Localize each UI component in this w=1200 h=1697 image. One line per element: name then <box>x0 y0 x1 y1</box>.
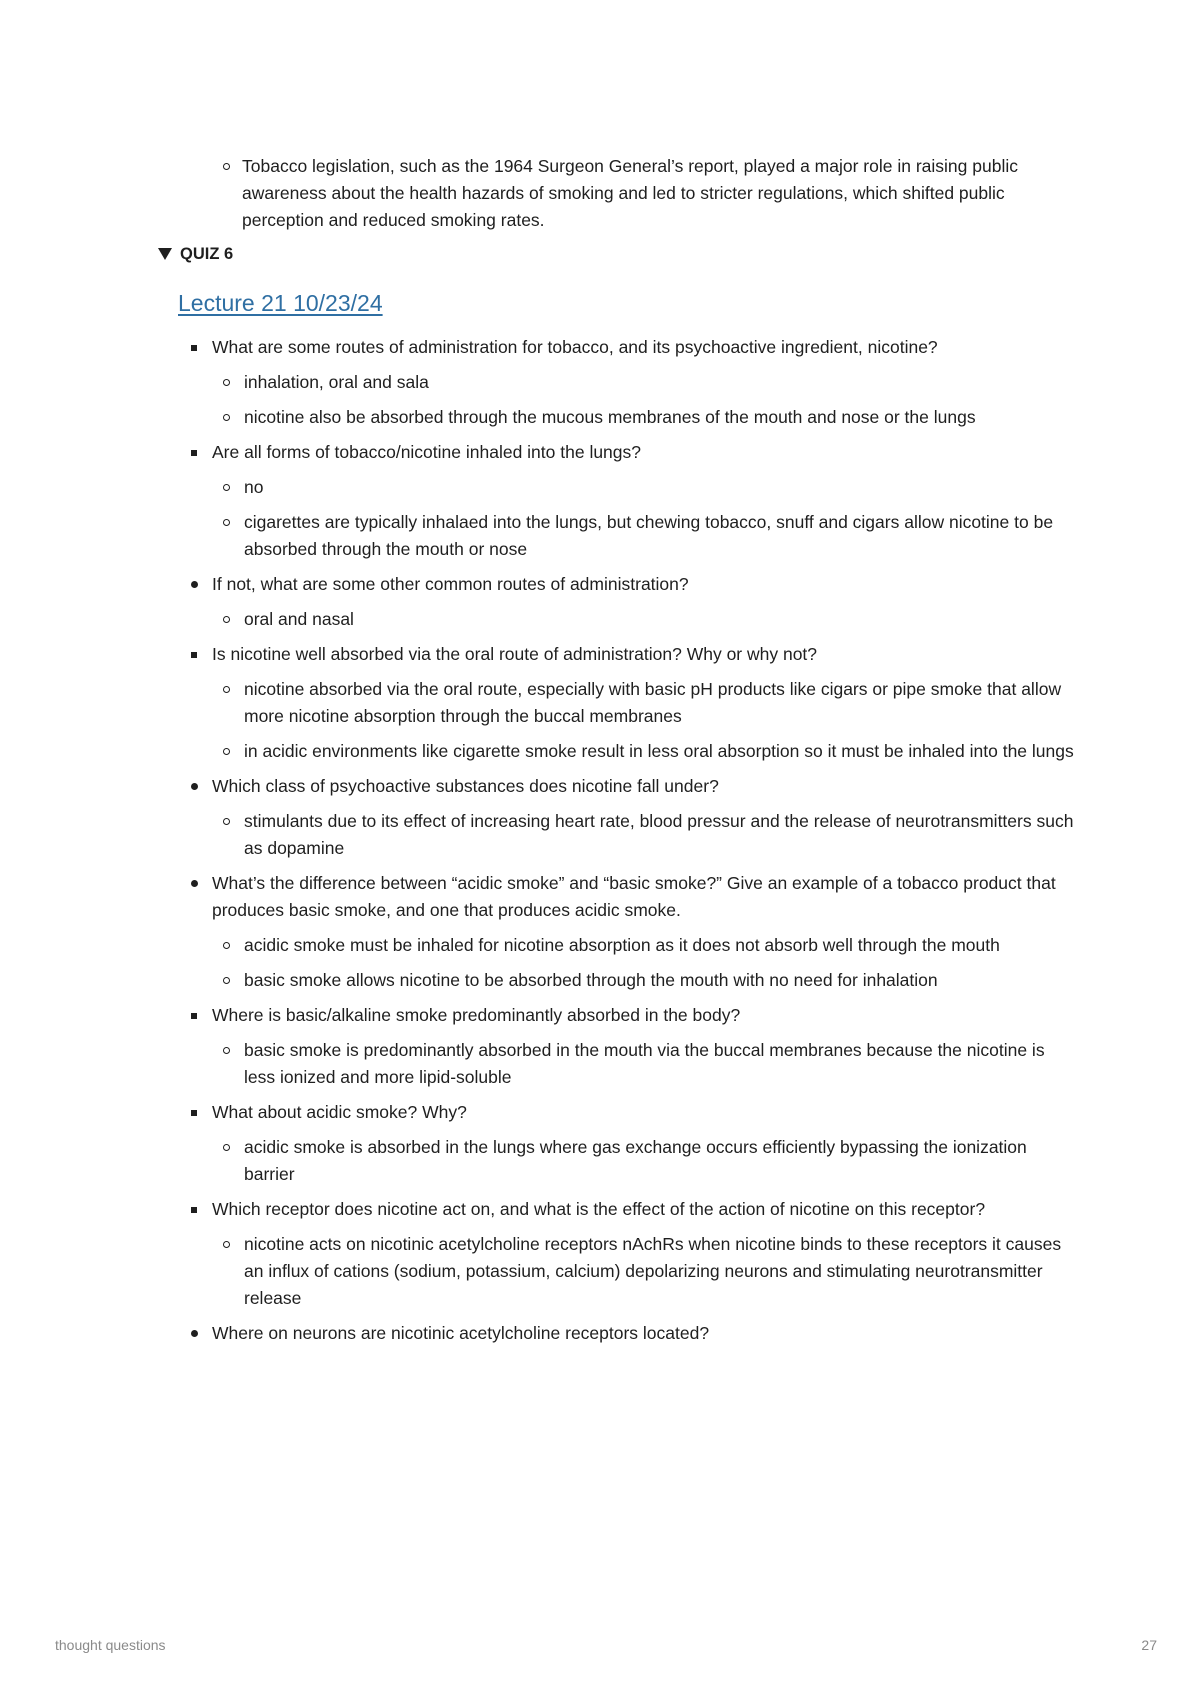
answer-item <box>222 932 1078 959</box>
answer-text: basic smoke allows nicotine to be absorbed through the mouth with no need for inhalation <box>244 970 938 990</box>
circle-bullet-icon <box>223 748 230 755</box>
answer-item <box>222 509 1078 563</box>
circle-bullet-icon <box>223 818 230 825</box>
circle-bullet-icon <box>223 977 230 984</box>
page-content <box>158 145 1078 1347</box>
quiz-toggle-label: QUIZ 6 <box>180 245 234 263</box>
answer-text: inhalation, oral and sala <box>244 372 429 392</box>
question-item <box>190 641 1078 765</box>
question-text: If not, what are some other common routes of administration? <box>212 574 689 594</box>
question-item <box>190 1099 1078 1188</box>
page-number: 27 <box>1141 1637 1157 1653</box>
question-text: Is nicotine well absorbed via the oral route of administration? Why or why not? <box>212 644 818 664</box>
disc-bullet-icon <box>191 880 198 887</box>
question-text: Where on neurons are nicotinic acetylcholine receptors located? <box>212 1323 710 1343</box>
answer-item <box>222 1037 1078 1091</box>
question-text: What about acidic smoke? Why? <box>212 1102 467 1122</box>
circle-bullet-icon <box>223 379 230 386</box>
answer-item <box>222 808 1078 862</box>
square-bullet-icon <box>191 1013 197 1019</box>
square-bullet-icon <box>191 1110 197 1116</box>
answer-text: stimulants due to its effect of increasing heart rate, blood pressur and the release of neurotransmitters such as dopamine <box>244 811 1074 858</box>
footer-title: thought questions <box>55 1637 166 1653</box>
question-text: Which class of psychoactive substances does nicotine fall under? <box>212 776 719 796</box>
question-list <box>190 334 1078 1347</box>
answer-list <box>222 676 1078 765</box>
square-bullet-icon <box>191 652 197 658</box>
answer-item <box>222 606 1078 633</box>
answer-list <box>222 474 1078 563</box>
question-item <box>190 571 1078 633</box>
answer-text: nicotine acts on nicotinic acetylcholine receptors nAchRs when nicotine binds to these receptors it causes an influx of cations (sodium, potassium, calcium) depolarizing neurons and stimulating neurotransmitter release <box>244 1234 1062 1308</box>
intro-item-text: Tobacco legislation, such as the 1964 Surgeon General’s report, played a major role in raising public awareness about the health hazards of smoking and led to stricter regulations, which shifted public perception and reduced smoking rates. <box>242 156 1018 230</box>
circle-bullet-icon <box>223 414 230 421</box>
question-text: What’s the difference between “acidic smoke” and “basic smoke?” Give an example of a tobacco product that produces basic smoke, and one that produces acidic smoke. <box>212 873 1056 920</box>
answer-list <box>222 606 1078 633</box>
circle-bullet-icon <box>223 484 230 491</box>
answer-item <box>222 1134 1078 1188</box>
answer-text: basic smoke is predominantly absorbed in the mouth via the buccal membranes because the nicotine is less ionized and more lipid-soluble <box>244 1040 1045 1087</box>
lecture-link[interactable]: Lecture 21 10/23/24 <box>178 290 383 316</box>
answer-text: nicotine absorbed via the oral route, especially with basic pH products like cigars or pipe smoke that allow more nicotine absorption through the buccal membranes <box>244 679 1062 726</box>
answer-item <box>222 1231 1078 1312</box>
answer-list <box>222 932 1078 994</box>
answer-text: oral and nasal <box>244 609 354 629</box>
circle-bullet-icon <box>223 1241 230 1248</box>
triangle-down-icon <box>158 248 172 260</box>
circle-bullet-icon <box>223 519 230 526</box>
question-item <box>190 439 1078 563</box>
question-item <box>190 870 1078 994</box>
question-item <box>190 1196 1078 1312</box>
answer-text: in acidic environments like cigarette smoke result in less oral absorption so it must be inhaled into the lungs <box>244 741 1074 761</box>
answer-list <box>222 808 1078 862</box>
answer-text: cigarettes are typically inhalaed into the lungs, but chewing tobacco, snuff and cigars allow nicotine to be absorbed through the mouth or nose <box>244 512 1054 559</box>
answer-item <box>222 967 1078 994</box>
answer-item <box>222 474 1078 501</box>
answer-text: no <box>244 477 264 497</box>
answer-item <box>222 369 1078 396</box>
answer-text: acidic smoke is absorbed in the lungs where gas exchange occurs efficiently bypassing the ionization barrier <box>244 1137 1027 1184</box>
answer-text: acidic smoke must be inhaled for nicotine absorption as it does not absorb well through the mouth <box>244 935 1000 955</box>
disc-bullet-icon <box>191 783 198 790</box>
circle-bullet-icon <box>223 616 230 623</box>
circle-bullet-icon <box>223 163 230 170</box>
question-text: Are all forms of tobacco/nicotine inhaled into the lungs? <box>212 442 642 462</box>
circle-bullet-icon <box>223 942 230 949</box>
intro-item <box>222 153 1078 234</box>
disc-bullet-icon <box>191 1330 198 1337</box>
square-bullet-icon <box>191 450 197 456</box>
square-bullet-icon <box>191 345 197 351</box>
answer-item <box>222 676 1078 730</box>
circle-bullet-icon <box>223 686 230 693</box>
question-item <box>190 773 1078 862</box>
answer-list <box>222 1037 1078 1091</box>
question-item <box>190 1002 1078 1091</box>
intro-list <box>222 153 1078 234</box>
answer-list <box>222 1231 1078 1312</box>
question-item <box>190 1320 1078 1347</box>
answer-item <box>222 738 1078 765</box>
answer-item <box>222 404 1078 431</box>
circle-bullet-icon <box>223 1047 230 1054</box>
answer-text: nicotine also be absorbed through the mucous membranes of the mouth and nose or the lungs <box>244 407 976 427</box>
answer-list <box>222 369 1078 431</box>
question-text: What are some routes of administration for tobacco, and its psychoactive ingredient, nicotine? <box>212 337 938 357</box>
answer-list <box>222 1134 1078 1188</box>
square-bullet-icon <box>191 1207 197 1213</box>
question-text: Where is basic/alkaline smoke predominantly absorbed in the body? <box>212 1005 741 1025</box>
question-item <box>190 334 1078 431</box>
question-text: Which receptor does nicotine act on, and what is the effect of the action of nicotine on this receptor? <box>212 1199 986 1219</box>
circle-bullet-icon <box>223 1144 230 1151</box>
disc-bullet-icon <box>191 581 198 588</box>
quiz-toggle[interactable] <box>158 242 1078 266</box>
